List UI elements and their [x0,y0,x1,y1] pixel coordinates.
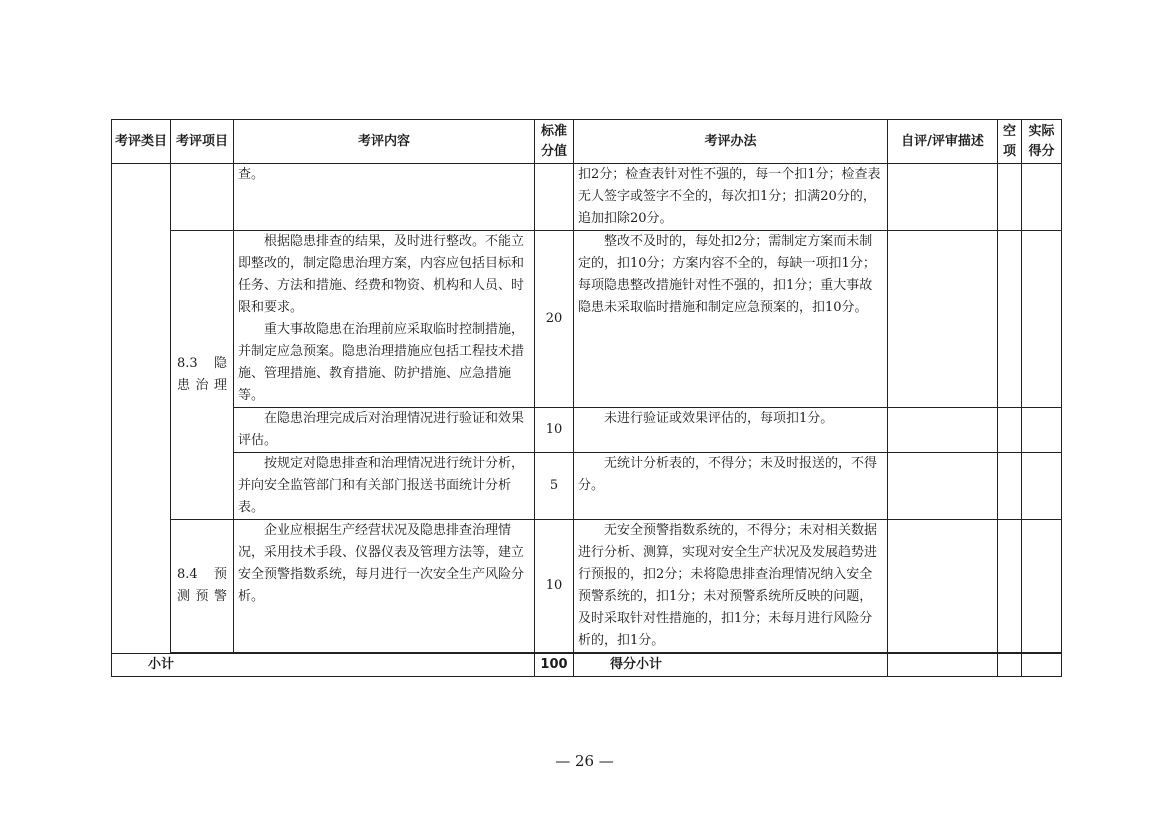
content-cell [234,453,535,520]
header-category: 考评类目 [112,120,171,164]
content-cell [234,520,535,653]
content-paragraph: 根据隐患排查的结果，及时进行整改。不能立即整改的，制定隐患治理方案，内容应包括目标和任务、方法和措施、经费和物资、机构和人员、时限和要求。 [238,234,525,315]
item-cell: 8.4 预测预警 [171,520,234,653]
content-paragraph: 企业应根据生产经营状况及隐患排查治理情况，采用技术手段、仪器仪表及管理方法等，建立安全预警指数系统，每月进行一次安全生产风险分析。 [238,523,525,604]
summary-score-label: 得分小计 [574,654,888,677]
self-review-cell[interactable] [888,408,998,453]
method-text: 整改不及时的，每处扣2分；需制定方案而未制定的，扣10分；方案内容不全的，每缺一项扣1分；每项隐患整改措施针对性不强的，扣1分；重大事故隐患未采取临时措施和制定应急预案的，扣10分。 [578,234,876,315]
summary-self-review[interactable] [888,654,998,677]
content-cell [234,231,535,408]
self-review-cell[interactable] [888,453,998,520]
header-standard-score: 标准分值 [535,120,574,164]
header-method: 考评办法 [574,120,888,164]
method-text: 无统计分析表的，不得分；未及时报送的，不得分。 [578,456,878,493]
item-cell: 8.3 隐患治理 [171,231,234,520]
method-cell [574,164,888,231]
self-review-cell[interactable] [888,520,998,653]
summary-row [112,654,1062,677]
category-cell [112,164,171,654]
content-cell [234,164,535,231]
actual-score-cell[interactable] [1022,231,1062,408]
header-content: 考评内容 [234,120,535,164]
summary-total: 100 [535,654,574,677]
evaluation-table [111,119,1062,677]
table-row [112,408,1062,453]
actual-score-cell[interactable] [1022,408,1062,453]
item-cell-empty [171,164,234,231]
score-cell: 10 [535,520,574,653]
header-self-review: 自评/评审描述 [888,120,998,164]
method-cell [574,453,888,520]
self-review-cell[interactable] [888,231,998,408]
method-text: 扣2分；检查表针对性不强的，每一个扣1分；检查表无人签字或签字不全的，每次扣1分；扣满20分的，追加扣除20分。 [578,167,881,226]
actual-score-cell[interactable] [1022,520,1062,653]
content-paragraph: 在隐患治理完成后对治理情况进行验证和效果评估。 [238,411,525,448]
table-row [112,453,1062,520]
summary-label: 小计 [112,654,535,677]
method-cell [574,231,888,408]
table-row [112,520,1062,653]
content-paragraph: 查。 [238,167,265,182]
method-cell [574,408,888,453]
page-number: — 26 — [555,752,614,770]
score-cell: 20 [535,231,574,408]
blank-cell[interactable] [998,453,1022,520]
header-blank: 空项 [998,120,1022,164]
header-actual-score: 实际得分 [1022,120,1062,164]
table-row [112,231,1062,408]
self-review-cell[interactable] [888,164,998,231]
score-cell [535,164,574,231]
header-row [112,120,1062,164]
header-item: 考评项目 [171,120,234,164]
content-cell [234,408,535,453]
actual-score-cell[interactable] [1022,453,1062,520]
score-cell: 5 [535,453,574,520]
blank-cell[interactable] [998,164,1022,231]
method-text: 无安全预警指数系统的，不得分；未对相关数据进行分析、测算，实现对安全生产状况及发展趋势进行预报的，扣2分；未将隐患排查治理情况纳入安全预警系统的，扣1分；未对预警系统所反映的问题，及时采取针对性措施的，扣1分；未每月进行风险分析的，扣1分。 [578,523,878,648]
method-cell [574,520,888,653]
table-row [112,164,1062,231]
summary-blank[interactable] [998,654,1022,677]
actual-score-cell[interactable] [1022,164,1062,231]
blank-cell[interactable] [998,231,1022,408]
blank-cell[interactable] [998,520,1022,653]
content-paragraph: 按规定对隐患排查和治理情况进行统计分析，并向安全监管部门和有关部门报送书面统计分析表。 [238,456,525,515]
content-paragraph: 重大事故隐患在治理前应采取临时控制措施，并制定应急预案。隐患治理措施应包括工程技术措施、管理措施、教育措施、防护措施、应急措施等。 [238,322,525,403]
blank-cell[interactable] [998,408,1022,453]
score-cell: 10 [535,408,574,453]
method-text: 未进行验证或效果评估的，每项扣1分。 [604,411,834,426]
summary-actual-score[interactable] [1022,654,1062,677]
